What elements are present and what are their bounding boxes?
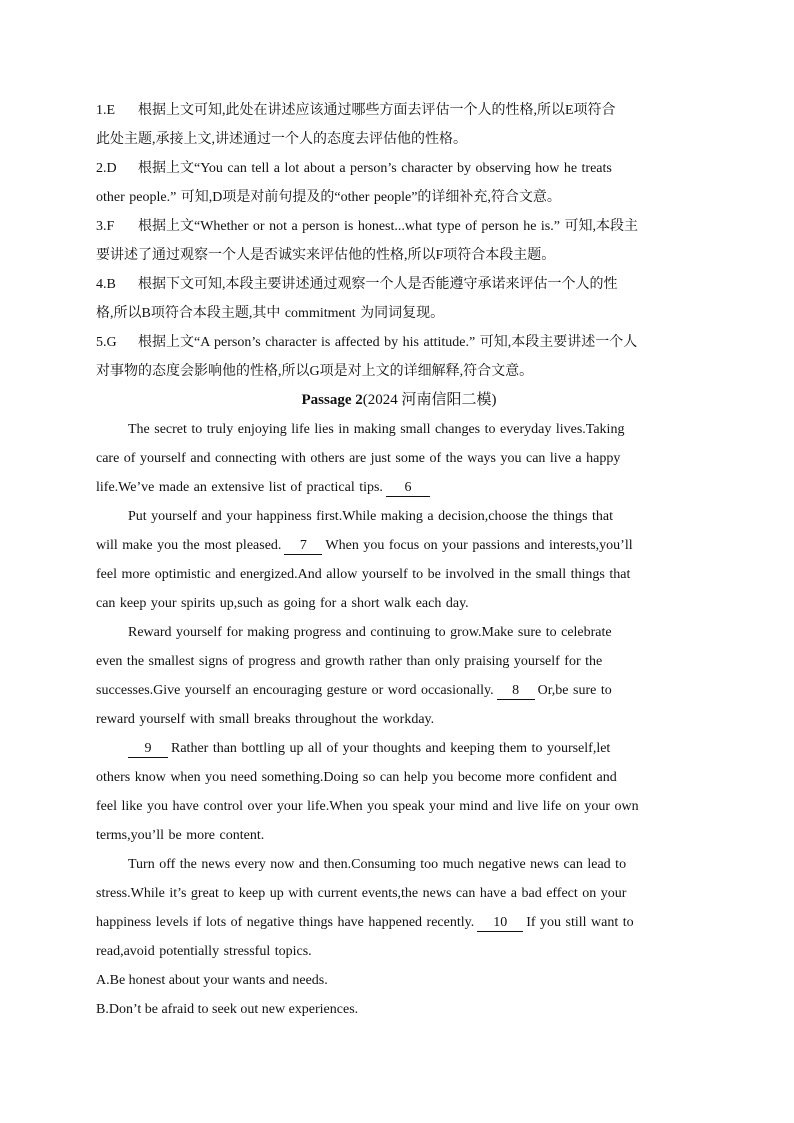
paragraph-line: reward yourself with small breaks throughout the workday. (96, 712, 435, 727)
answer-5 (96, 328, 702, 386)
answer-number: 1.E (96, 103, 116, 118)
paragraph-line: Or,be sure to (537, 683, 612, 698)
paragraph-line: Rather than bottling up all of your thoughts and keeping them to yourself,let (171, 741, 611, 756)
paragraph-2 (96, 502, 702, 618)
blank-9: 9 (128, 741, 168, 758)
paragraph-line: Turn off the news every now and then.Consuming too much negative news can lead to (128, 857, 627, 872)
answer-text: 根据上文“You can tell a lot about a person’s character by observing how he treats (138, 161, 612, 176)
paragraph-line: care of yourself and connecting with others are just some of the ways you can live a happy (96, 451, 621, 466)
paragraph-line: Reward yourself for making progress and continuing to grow.Make sure to celebrate (128, 625, 612, 640)
blank-7: 7 (284, 538, 322, 555)
answer-text: 根据上文“Whether or not a person is honest...what type of person he is.” 可知,本段主 (138, 219, 638, 234)
answer-number: 3.F (96, 219, 115, 234)
paragraph-line: even the smallest signs of progress and growth rather than only praising yourself for the (96, 654, 603, 669)
answer-text: 对事物的态度会影响他的性格,所以G项是对上文的详细解释,符合文意。 (96, 364, 534, 379)
paragraph-line: read,avoid potentially stressful topics. (96, 944, 312, 959)
paragraph-line: others know when you need something.Doing so can help you become more confident and (96, 770, 617, 785)
paragraph-line: terms,you’ll be more content. (96, 828, 265, 843)
blank-10: 10 (477, 915, 523, 932)
option-b: B.Don’t be afraid to seek out new experiences. (96, 1002, 359, 1017)
paragraph-line: life.We’ve made an extensive list of practical tips. (96, 480, 383, 495)
answer-number: 2.D (96, 161, 117, 176)
answer-3 (96, 212, 702, 270)
passage-title (96, 386, 702, 415)
paragraph-line: feel like you have control over your life.When you speak your mind and live life on your own (96, 799, 639, 814)
paragraph-line: If you still want to (526, 915, 634, 930)
answer-text: 要讲述了通过观察一个人是否诚实来评估他的性格,所以F项符合本段主题。 (96, 248, 556, 263)
answer-4 (96, 270, 702, 328)
paragraph-line: can keep your spirits up,such as going for a short walk each day. (96, 596, 469, 611)
paragraph-3 (96, 618, 702, 734)
paragraph-line: successes.Give yourself an encouraging gesture or word occasionally. (96, 683, 494, 698)
answer-1 (96, 96, 702, 154)
options-list (96, 966, 702, 1024)
answer-text: 格,所以B项符合本段主题,其中 commitment 为同词复现。 (96, 306, 445, 321)
paragraph-1 (96, 415, 702, 502)
answer-2 (96, 154, 702, 212)
answer-text: other people.” 可知,D项是对前句提及的“other people”的详细补充,符合文意。 (96, 190, 561, 205)
answer-text: 根据下文可知,本段主要讲述通过观察一个人是否能遵守承诺来评估一个人的性 (138, 277, 618, 292)
paragraph-line: Put yourself and your happiness first.While making a decision,choose the things that (128, 509, 613, 524)
answer-text: 此处主题,承接上文,讲述通过一个人的态度去评估他的性格。 (96, 132, 467, 147)
passage-title-text: Passage 2 (301, 392, 363, 408)
paragraph-line: The secret to truly enjoying life lies in making small changes to everyday lives.Taking (128, 422, 625, 437)
option-a: A.Be honest about your wants and needs. (96, 973, 328, 988)
answer-number: 5.G (96, 335, 117, 350)
paragraph-line: will make you the most pleased. (96, 538, 282, 553)
paragraph-line: happiness levels if lots of negative things have happened recently. (96, 915, 475, 930)
paragraph-line: When you focus on your passions and interests,you’ll (325, 538, 633, 553)
blank-8: 8 (497, 683, 535, 700)
passage-source: (2024 河南信阳二模) (362, 392, 497, 408)
paragraph-5 (96, 850, 702, 966)
paragraph-line: stress.While it’s great to keep up with current events,the news can have a bad effect on your (96, 886, 627, 901)
answer-text: 根据上文可知,此处在讲述应该通过哪些方面去评估一个人的性格,所以E项符合 (138, 103, 616, 118)
document-page (96, 96, 702, 1024)
answer-text: 根据上文“A person’s character is affected by his attitude.” 可知,本段主要讲述一个人 (138, 335, 638, 350)
blank-6: 6 (386, 480, 430, 497)
answer-number: 4.B (96, 277, 116, 292)
paragraph-4 (96, 734, 702, 850)
paragraph-line: feel more optimistic and energized.And allow yourself to be involved in the small things that (96, 567, 631, 582)
